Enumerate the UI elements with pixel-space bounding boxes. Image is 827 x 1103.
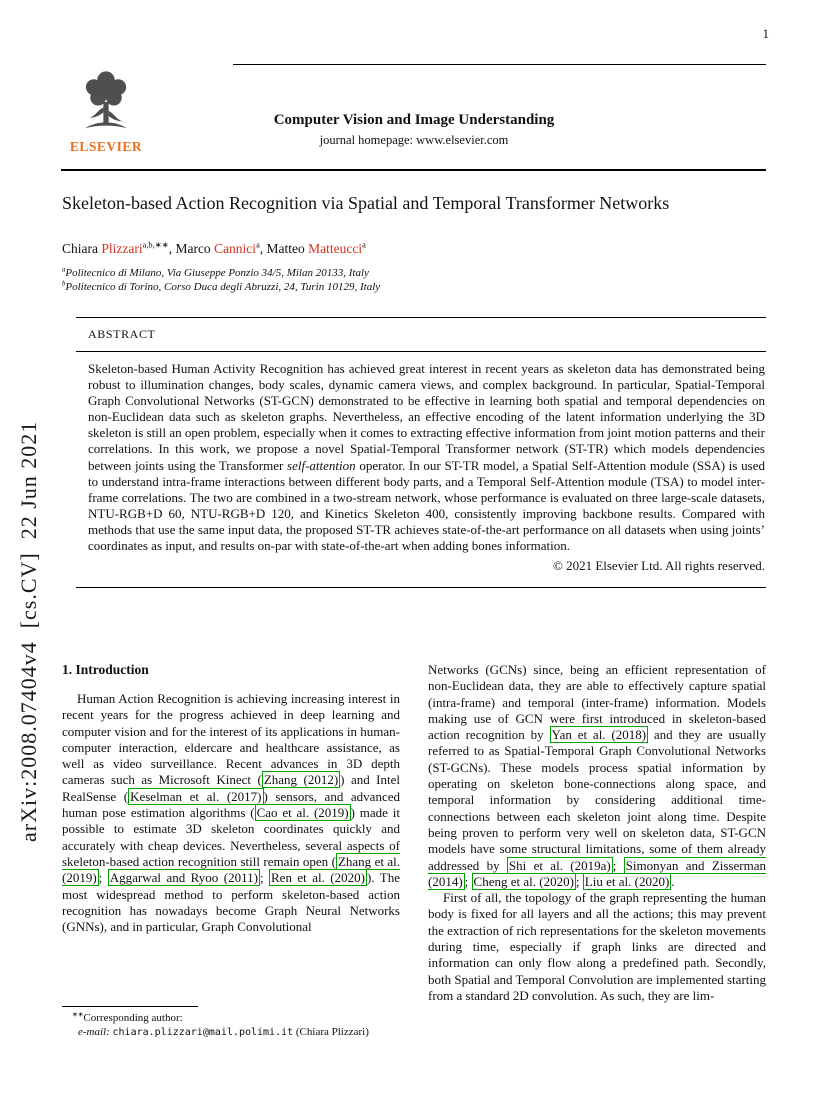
affiliation-text: Politecnico di Torino, Corso Duca degli Abruzzi, 24, Turin 10129, Italy <box>65 280 381 293</box>
text-run: First of all, the topology of the graph representing the human body is fixed for all layers and all the actions; this may prevent the extraction of rich representations for the skeleton movements during time, especially if graph links are directed and information can only flow along a predefined path. Secondly, both Spatial and Temporal Convolution are implemented starting from a standard 2D convolution. As such, they are lim- <box>428 890 766 1003</box>
right-column <box>428 662 766 1004</box>
text-run: ; <box>98 870 108 886</box>
footnote-block <box>62 1006 400 1039</box>
text-run: Skeleton-based Human Activity Recognition has achieved great interest in recent years as skeleton data has demonstrated being robust to illumination changes, body scales, dynamic camera views, and complex background. In particular, Spatial-Temporal Graph Convolutional Networks (ST-GCN) demonstrated to be effective in learning both spatial and temporal dependencies on non-Euclidean data such as skeleton graphs. Nevertheless, an effective encoding of the latent information underlying the 3D skeleton is still an open problem, especially when it comes to extracting effective information from joint motion patterns and their correlations. In this work, we propose a novel Spatial-Temporal Transformer network (ST-TR) which models dependencies between joints using the Transformer <box>88 361 765 473</box>
citation-link[interactable]: Ren et al. (2020) <box>271 870 365 886</box>
author-separator: , <box>259 241 267 256</box>
author-line <box>62 241 766 257</box>
citation-link[interactable]: Zhang et al. (2019) <box>62 853 400 886</box>
author-family-name[interactable]: Cannici <box>214 241 257 256</box>
citation-link[interactable]: Aggarwal and Ryoo (2011) <box>109 870 258 886</box>
author-affiliation-marks: a <box>362 240 366 250</box>
author-separator: , <box>168 241 176 256</box>
intro-paragraph-3 <box>428 890 766 1004</box>
text-run: ; <box>464 873 472 889</box>
author-given-name: Matteo <box>266 241 309 256</box>
affiliation-mark: a <box>62 266 66 274</box>
journal-masthead <box>62 112 766 148</box>
text-run: ; <box>612 857 624 873</box>
header-top-rule <box>233 64 766 65</box>
left-column <box>62 662 400 935</box>
intro-paragraph-1 <box>62 691 400 935</box>
email-label: e-mail: <box>78 1025 110 1038</box>
citation-link[interactable]: Liu et al. (2020) <box>584 873 670 889</box>
arxiv-sidebar-label: arXiv:2008.07404v4 [cs.CV] 22 Jun 2021 <box>16 420 41 842</box>
text-run: Networks (GCNs) since, being an efficient representation of non-Euclidean data, they are able to effectively capture spatial (intra-frame) and temporal (inter-frame) information. Models making use of GCN were first introduced in skeleton-based action recognition by <box>428 662 766 743</box>
journal-title: Computer Vision and Image Understanding <box>273 112 555 128</box>
email-note <box>62 1026 400 1040</box>
emphasis-text: self-attention <box>287 457 356 473</box>
text-run: ) made it possible to estimate 3D skeleton coordinates quickly and accurately with cheap devices. Nevertheless, several aspects of skeleton-based action recognition still remain open ( <box>62 805 400 869</box>
footnote-marker: ∗∗ <box>72 1011 84 1019</box>
affiliation-line <box>62 281 766 295</box>
text-run: operator. In our ST-TR model, a Spatial Self-Attention module (SSA) is used to understand intra-frame interactions between different body parts, and a Temporal Self-Attention module (TSA) to model inter-frame correlations. The two are combined in a two-stream network, whose performance is evaluated on three large-scale datasets, NTU-RGB+D 60, NTU-RGB+D 120, and Kinetics Skeleton 400, consistently improving backbone results. Compared with methods that use the same input data, the proposed ST-TR achieves state-of-the-art performance on all datasets when using joints’ coordinates as input, and results on-par with state-of-the-art when adding bones information. <box>88 457 765 554</box>
page-number: 1 <box>762 26 769 41</box>
text-run: ; <box>575 873 583 889</box>
text-run: ; <box>259 870 269 886</box>
footnote-rule <box>62 1006 198 1007</box>
citation-link[interactable]: Shi et al. (2019a) <box>508 857 611 873</box>
author-given-name: Chiara <box>62 241 102 256</box>
author-affiliation-marks: a <box>256 240 260 250</box>
article-title: Skeleton-based Action Recognition via Spatial and Temporal Transformer Networks <box>62 193 670 213</box>
text-run: . <box>671 873 675 889</box>
email-address-link[interactable]: chiara.plizzari@mail.polimi.it <box>112 1026 294 1038</box>
author-family-name[interactable]: Plizzari <box>101 241 143 256</box>
text-run: Human Action Recognition is achieving increasing interest in recent years for the progress achieved in deep learning and computer vision and for the interest of its applications in human-computer interaction, eldercare and healthcare assistance, as well as video surveillance. Recent advances in 3D depth cameras such as Microsoft Kinect ( <box>62 691 400 788</box>
author-given-name: Marco <box>175 241 215 256</box>
citation-link[interactable]: Yan et al. (2018) <box>551 727 647 743</box>
abstract-section <box>76 317 766 588</box>
journal-homepage-link[interactable]: journal homepage: www.elsevier.com <box>319 133 509 147</box>
author-affiliation-marks: a,b,∗∗ <box>142 240 169 250</box>
affiliation-mark: b <box>62 279 66 287</box>
corresponding-author-note <box>62 1012 400 1026</box>
email-suffix: (Chiara Plizzari) <box>293 1025 369 1038</box>
text-run: ). The most widespread method to perform skeleton-based action recognition has nowadays become Graph Neural Networks (GNNs), and in particular, Graph Convolutional <box>62 870 400 935</box>
abstract-text <box>76 352 766 554</box>
copyright-line: © 2021 Elsevier Ltd. All rights reserved. <box>552 558 765 574</box>
citation-link[interactable]: Keselman et al. (2017) <box>130 788 262 804</box>
abstract-heading: ABSTRACT <box>88 327 156 341</box>
text-run: and they are usually referred to as Spatial-Temporal Graph Convolutional Networks (ST-GCNs). These models process spatial information by operating on skeleton bone-connections along space, and temporal information by considering additional time-connections between each skeleton joint along time. Despite being proven to perform very well on skeleton data, ST-GCN models have some structural limitations, some of them already addressed by <box>428 727 767 873</box>
text-run: ) and Intel RealSense ( <box>62 772 401 804</box>
author-family-name[interactable]: Matteucci <box>308 241 363 256</box>
citation-link[interactable]: Simonyan and Zisserman (2014) <box>428 857 766 889</box>
affiliation-line <box>62 267 766 281</box>
citation-link[interactable]: Cao et al. (2019) <box>256 805 349 821</box>
citation-link[interactable]: Zhang (2012) <box>263 772 339 788</box>
section-heading-introduction: 1. Introduction <box>62 662 149 677</box>
text-run: ) sensors, and advanced human pose estimation algorithms ( <box>62 788 400 821</box>
affiliations <box>62 267 766 294</box>
elsevier-wordmark: ELSEVIER <box>69 139 143 154</box>
citation-link[interactable]: Cheng et al. (2020) <box>473 873 574 889</box>
footnote-text: Corresponding author: <box>83 1012 183 1024</box>
intro-paragraph-2 <box>428 662 766 890</box>
header-bottom-rule <box>61 169 766 171</box>
affiliation-text: Politecnico di Milano, Via Giuseppe Ponzio 34/5, Milan 20133, Italy <box>65 267 369 279</box>
